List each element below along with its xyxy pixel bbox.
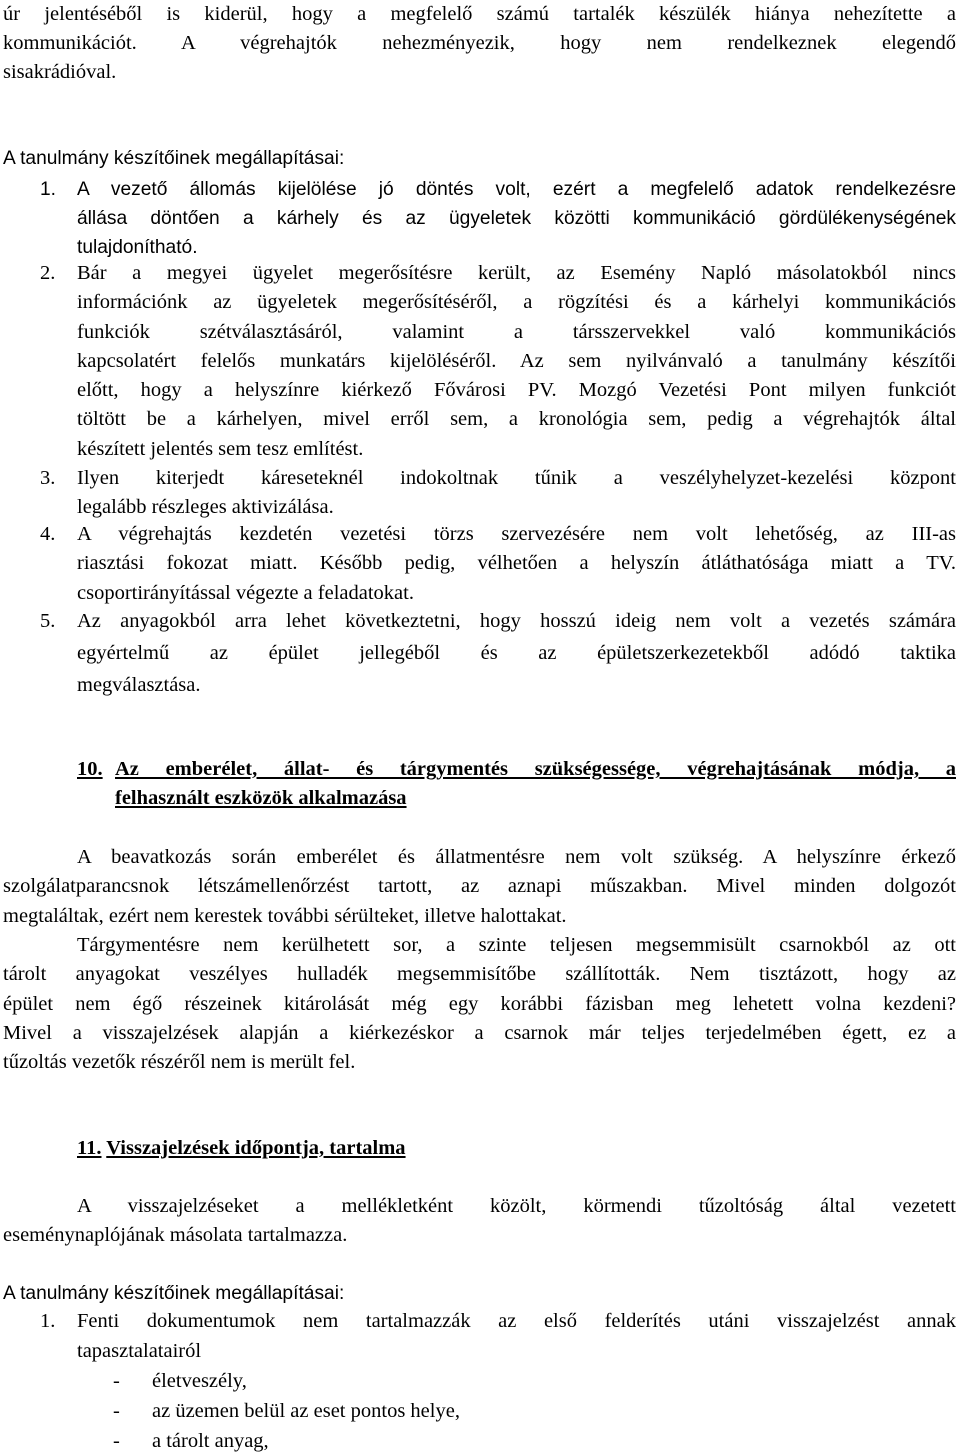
- finding-item-4: [0, 520, 960, 608]
- list-item: [0, 1396, 960, 1426]
- text-line: úr jelentéséből is kiderül, hogy a megfelelő számú tartalék készülék hiánya nehezítette a: [3, 3, 956, 25]
- item-number: 3.: [40, 467, 56, 489]
- item-number: 5.: [40, 610, 56, 632]
- text-line: riasztási fokozat miatt. Később pedig, vélhetően a helyszín átláthatósága miatt a TV.: [77, 552, 956, 575]
- text-line: állása döntően a kárhely és az ügyeletek közötti kommunikáció gördülékenységének: [77, 208, 956, 229]
- findings-heading: [3, 146, 344, 172]
- findings-heading-text: A tanulmány készítőinek megállapításai:: [3, 148, 345, 169]
- findings-heading-text: A tanulmány készítőinek megállapításai:: [3, 1283, 345, 1304]
- finding-item-2: [0, 259, 960, 464]
- section-number: 10.: [77, 758, 103, 780]
- text-line: előtt, hogy a helyszínre kiérkező Fővárosi PV. Mozgó Vezetési Pont milyen funkciót: [77, 379, 956, 402]
- text-line: eseménynaplójának másolata tartalmazza.: [3, 1224, 348, 1247]
- finding-2-item-1: [0, 1306, 960, 1366]
- text-line: készített jelentés sem tesz említést.: [77, 437, 364, 460]
- section-10-heading: [0, 755, 960, 813]
- text-line: kapcsolatért felelős munkatárs kijelöléséről. Az sem nyilvánvaló a tanulmány készítői: [77, 349, 956, 372]
- text-line: tűzoltás vezetők részéről nem is merült fel.: [3, 1051, 356, 1074]
- text-line: szolgálatparancsnok létszámellenőrzést tartott, az aznapi műszakban. Mivel minden dolgozót: [3, 875, 956, 898]
- text-line: tulajdonítható.: [77, 237, 198, 258]
- findings-heading-2: [3, 1281, 344, 1307]
- text-line: Az anyagokból arra lehet következtetni, hogy hosszú ideig nem volt a vezetés számára: [77, 610, 956, 632]
- section-title: Visszajelzések időpontja, tartalma: [106, 1137, 406, 1159]
- text-line: Fenti dokumentumok nem tartalmazzák az első felderítés utáni visszajelzést annak: [77, 1310, 956, 1332]
- list-item-text: életveszély,: [152, 1370, 247, 1392]
- bullet-list: [0, 1366, 960, 1454]
- text-line: kommunikációt. A végrehajtók nehezményezik, hogy nem rendelkeznek elegendő: [3, 32, 956, 54]
- section-11-paragraph: [3, 1192, 956, 1251]
- text-line: tárolt anyagokat veszélyes hulladék megsemmisítőbe szállították. Nem tisztázott, hogy az: [3, 963, 956, 986]
- section-10-paragraph-1: [3, 843, 956, 931]
- text-line: információnk az ügyeletek megerősítéséről, a rögzítési és a kárhelyi kommunikációs: [77, 291, 956, 314]
- section-number: 11.: [77, 1137, 102, 1159]
- text-line: csoportirányítással végezte a feladatokat.: [77, 581, 414, 604]
- text-line: Tárgymentésre nem kerülhetett sor, a szinte teljesen megsemmisült csarnokból az ott: [77, 934, 956, 956]
- list-item: [0, 1426, 960, 1454]
- text-line: A visszajelzéseket a mellékletként közölt, körmendi tűzoltóság által vezetett: [77, 1195, 956, 1217]
- text-line: Bár a megyei ügyelet megerősítésre került, az Esemény Napló másolatokból nincs: [77, 262, 956, 284]
- text-line: töltött be a kárhelyen, mivel erről sem, a kronológia sem, pedig a végrehajtók által: [77, 408, 956, 431]
- dash-bullet: -: [113, 1370, 120, 1392]
- list-item: [0, 1366, 960, 1396]
- text-line: sisakrádióval.: [3, 61, 117, 83]
- text-line: funkciók szétválasztásáról, valamint a társszervekkel való kommunikációs: [77, 320, 956, 343]
- dash-bullet: -: [113, 1430, 120, 1452]
- section-11-heading: [77, 1134, 406, 1163]
- text-line: egyértelmű az épület jellegéből és az épületszerkezetekből adódó taktika: [77, 642, 956, 665]
- item-number: 2.: [40, 262, 56, 284]
- text-line: A beavatkozás során emberélet és állatmentésre nem volt szükség. A helyszínre érkező: [77, 846, 956, 868]
- section-title-line: felhasznált eszközök alkalmazása: [115, 787, 407, 809]
- finding-item-5: [0, 607, 960, 701]
- section-10-paragraph-2: [3, 931, 956, 1077]
- text-line: tapasztalatairól: [77, 1340, 202, 1362]
- list-item-text: a tárolt anyag,: [152, 1430, 269, 1452]
- text-line: legalább részleges aktivizálása.: [77, 496, 334, 519]
- text-line: A végrehajtás kezdetén vezetési törzs szervezésére nem volt lehetőség, az III-as: [77, 523, 956, 545]
- item-number: 1.: [40, 1310, 56, 1332]
- text-line: megválasztása.: [77, 674, 201, 697]
- section-title-line: Az emberélet, állat- és tárgymentés szükségessége, végrehajtásának módja, a: [115, 758, 956, 780]
- finding-item-1: [0, 175, 960, 265]
- dash-bullet: -: [113, 1400, 120, 1422]
- item-number: 1.: [40, 179, 57, 200]
- item-number: 4.: [40, 523, 56, 545]
- text-line: megtaláltak, ezért nem kerestek további sérülteket, illetve halottakat.: [3, 904, 567, 927]
- text-line: A vezető állomás kijelölése jó döntés volt, ezért a megfelelő adatok rendelkezésre: [77, 179, 956, 200]
- text-line: Ilyen kiterjedt káreseteknél indokoltnak tűnik a veszélyhelyzet-kezelési központ: [77, 467, 956, 489]
- text-line: épület nem égő részeinek kitárolását még egy korábbi fázisban meg lehetett volna kezdeni?: [3, 992, 956, 1015]
- intro-paragraph: [3, 0, 956, 87]
- text-line: Mivel a visszajelzések alapján a kiérkezéskor a csarnok már teljes terjedelmében égett, ez a: [3, 1021, 956, 1044]
- list-item-text: az üzemen belül az eset pontos helye,: [152, 1400, 460, 1422]
- finding-item-3: [0, 464, 960, 523]
